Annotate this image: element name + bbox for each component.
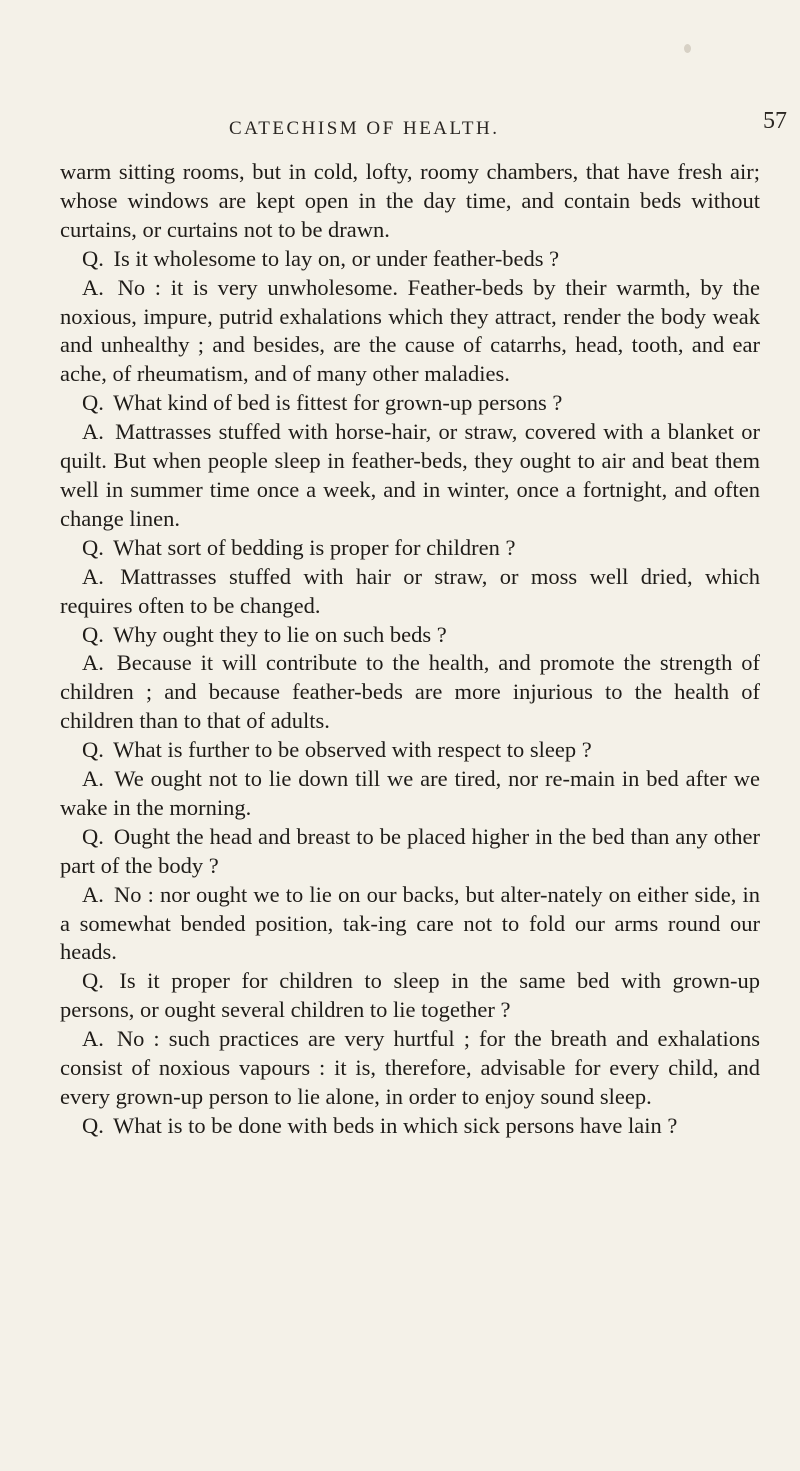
speaker-label: Q. — [82, 737, 104, 763]
paper-spot — [684, 44, 691, 53]
paragraph-text: No : it is very unwholesome. Feather-beds by their warmth, by the noxious, impure, putrid exhalations which they attract, render the body weak and unhealthy ; and besides, are the cause of catarrhs, head, tooth, and ear ache, of rheumatism, and of many other maladies. — [60, 274, 761, 387]
paragraph-text: What sort of bedding is proper for children ? — [113, 534, 516, 560]
paragraph-text: We ought not to lie down till we are tired, nor re-main in bed after we wake in the morning. — [60, 766, 760, 820]
speaker-label: A. — [82, 881, 104, 907]
question-paragraph — [60, 736, 760, 765]
question-paragraph — [60, 534, 760, 563]
paragraph-text: No : nor ought we to lie on our backs, but alter-nately on either side, in a somewhat bended position, tak-ing care not to fold our arms round our heads. — [60, 881, 760, 965]
speaker-label: A. — [82, 650, 104, 676]
paragraph-text: Is it wholesome to lay on, or under feather-beds ? — [113, 245, 560, 271]
paragraph-text: Is it proper for children to sleep in the same bed with grown-up persons, or ought several children to lie together ? — [60, 968, 761, 1023]
running-title: CATECHISM OF HEALTH. — [229, 118, 500, 139]
question-paragraph — [60, 967, 760, 1025]
paragraph-text: What is further to be observed with respect to sleep ? — [113, 737, 592, 763]
paragraph-text: warm sitting rooms, but in cold, lofty, roomy chambers, that have fresh air; whose windows are kept open in the day time, and contain beds without curtains, or curtains not to be drawn. — [60, 159, 760, 242]
speaker-label: Q. — [82, 823, 104, 849]
speaker-label: A. — [82, 1026, 104, 1052]
question-paragraph — [60, 823, 760, 881]
body-text — [60, 158, 760, 1141]
question-paragraph — [60, 245, 760, 274]
question-paragraph — [60, 389, 760, 418]
paragraph-text: Mattrasses stuffed with hair or straw, or moss well dried, which requires often to be changed. — [60, 563, 760, 618]
speaker-label: Q. — [82, 534, 104, 560]
paragraph-continuation — [60, 158, 760, 245]
speaker-label: Q. — [82, 621, 104, 647]
paragraph-text: What is to be done with beds in which sick persons have lain ? — [113, 1112, 678, 1138]
speaker-label: A. — [82, 766, 104, 792]
paragraph-text: Why ought they to lie on such beds ? — [113, 621, 447, 647]
answer-paragraph — [60, 881, 760, 968]
speaker-label: A. — [82, 563, 104, 589]
paragraph-text: What kind of bed is fittest for grown-up persons ? — [113, 390, 563, 416]
page-number: 57 — [763, 108, 787, 134]
paragraph-text: Because it will contribute to the health, and promote the strength of children ; and because feather-beds are more injurious to the health of children than to that of adults. — [60, 650, 760, 734]
paragraph-text: Ought the head and breast to be placed higher in the bed than any other part of the body ? — [60, 823, 761, 878]
paragraph-text: Mattrasses stuffed with horse-hair, or straw, covered with a blanket or quilt. But when people sleep in feather-beds, they ought to air and beat them well in summer time once a week, and in winter, once a fortnight, and often change linen. — [60, 419, 760, 531]
speaker-label: A. — [82, 274, 104, 300]
answer-paragraph — [60, 1025, 760, 1112]
answer-paragraph — [60, 563, 760, 621]
question-paragraph — [60, 621, 760, 650]
speaker-label: Q. — [82, 1112, 104, 1138]
paragraph-text: No : such practices are very hurtful ; for the breath and exhalations consist of noxious vapours : it is, therefore, advisable for every child, and every grown-up person to lie alone, in order to enjoy sound sleep. — [60, 1026, 760, 1109]
question-paragraph — [60, 1112, 760, 1141]
speaker-label: Q. — [82, 245, 104, 271]
answer-paragraph — [60, 274, 760, 390]
speaker-label: A. — [82, 419, 104, 445]
speaker-label: Q. — [82, 390, 104, 416]
answer-paragraph — [60, 765, 760, 823]
speaker-label: Q. — [82, 968, 104, 994]
answer-paragraph — [60, 418, 760, 534]
answer-paragraph — [60, 649, 760, 736]
